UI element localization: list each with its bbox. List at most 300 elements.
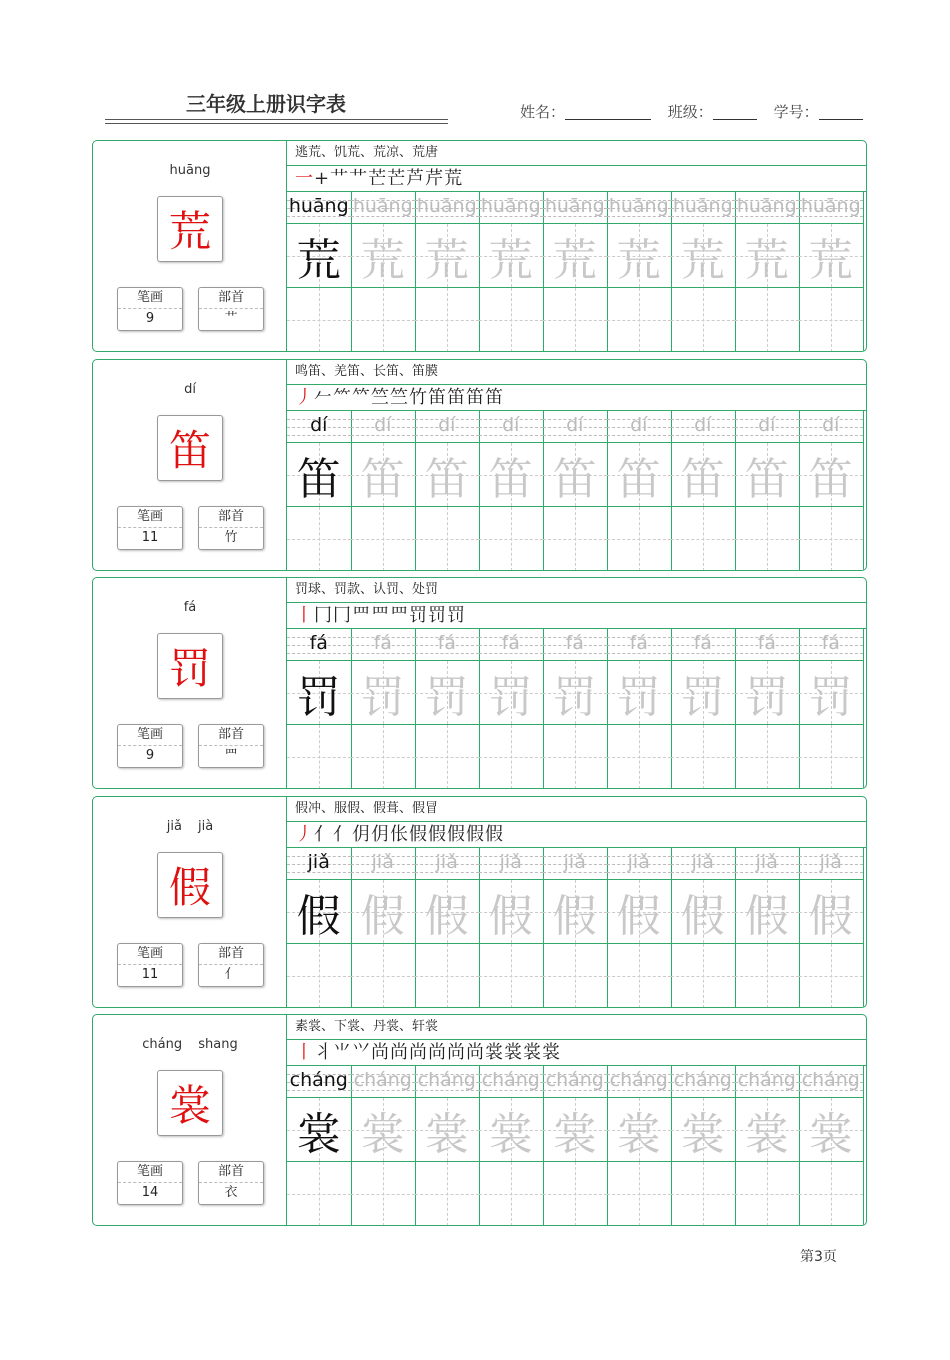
pinyin-cell[interactable] [799, 192, 863, 224]
stroke-step: 竹 [409, 387, 428, 408]
stroke-step: 尚 [390, 1042, 409, 1063]
blank-writing-cell[interactable] [287, 725, 351, 789]
stroke-step: 裳 [485, 1042, 504, 1063]
pinyin-cell[interactable] [607, 1066, 671, 1098]
tracing-cell[interactable] [479, 661, 543, 725]
tracing-character: 假 [296, 890, 341, 942]
blank-writing-cell[interactable] [479, 944, 543, 1008]
blank-writing-cell[interactable] [415, 725, 479, 789]
stroke-count-value: 9 [145, 748, 155, 763]
radical-box [198, 724, 264, 768]
grid-pinyin: dí [694, 414, 712, 436]
blank-writing-cell[interactable] [543, 288, 607, 352]
pinyin-cell[interactable] [799, 411, 863, 443]
grid-column [415, 1066, 480, 1226]
grid-pinyin: cháng [609, 1069, 668, 1091]
stroke-count-label: 笔画 [118, 507, 182, 528]
tracing-character: 假 [808, 890, 853, 942]
grid-pinyin: dí [438, 414, 456, 436]
blank-writing-cell[interactable] [735, 288, 799, 352]
example-words: 鸣笛、羌笛、长笛、笛膜 [287, 360, 867, 385]
tracing-cell[interactable] [415, 880, 479, 944]
tracing-cell[interactable] [735, 661, 799, 725]
tracing-cell[interactable] [479, 1098, 543, 1162]
blank-writing-cell[interactable] [351, 288, 415, 352]
tracing-cell[interactable] [351, 880, 415, 944]
grid-pinyin: jiǎ [371, 851, 394, 873]
tracing-character: 罚 [488, 671, 533, 723]
tracing-character: 荒 [616, 234, 661, 286]
tracing-cell[interactable] [735, 224, 799, 288]
radical-box [198, 943, 264, 987]
stroke-step: 𠂉 [314, 387, 333, 408]
blank-writing-cell[interactable] [735, 1162, 799, 1226]
tracing-cell[interactable] [287, 1098, 351, 1162]
blank-writing-cell[interactable] [415, 1162, 479, 1226]
stroke-step: 罚 [447, 605, 466, 626]
grid-column [735, 629, 800, 789]
blank-writing-cell[interactable] [799, 288, 863, 352]
stroke-order [287, 603, 867, 629]
tracing-cell[interactable] [479, 443, 543, 507]
pinyin-cell[interactable] [671, 629, 735, 661]
pinyin-cell[interactable] [671, 411, 735, 443]
stroke-step: 竺 [371, 387, 390, 408]
tracing-cell[interactable] [671, 443, 735, 507]
grid-column [671, 192, 736, 352]
pinyin-cell[interactable] [543, 848, 607, 880]
tracing-character: 假 [616, 890, 661, 942]
stroke-count-value: 11 [141, 530, 159, 545]
stroke-step: 罒 [352, 605, 371, 626]
grid-column [671, 1066, 736, 1226]
blank-writing-cell[interactable] [415, 288, 479, 352]
blank-writing-cell[interactable] [287, 288, 351, 352]
stroke-count-box [117, 724, 183, 768]
stroke-step: 假 [409, 824, 428, 845]
grid-pinyin: cháng [481, 1069, 540, 1091]
page-number: 第3页 [800, 1249, 837, 1265]
grid-pinyin: huāng [544, 195, 605, 217]
pinyin-cell[interactable] [671, 192, 735, 224]
tracing-character: 罚 [616, 671, 661, 723]
grid-column [607, 848, 672, 1008]
grid-column [671, 629, 736, 789]
tracing-cell[interactable] [543, 443, 607, 507]
stroke-step: 罚 [409, 605, 428, 626]
stroke-count-box [117, 287, 183, 331]
blank-writing-cell[interactable] [799, 507, 863, 571]
stroke-step: 芒 [368, 168, 388, 189]
blank-writing-cell[interactable] [735, 507, 799, 571]
blank-writing-cell[interactable] [287, 1162, 351, 1226]
radical-label: 部首 [199, 944, 263, 965]
grid-pinyin: jiǎ [627, 851, 650, 873]
stroke-step: 笛 [447, 387, 466, 408]
tracing-cell[interactable] [735, 880, 799, 944]
character-display: 荒 [157, 196, 223, 262]
pinyin-cell[interactable] [735, 1066, 799, 1098]
stroke-step: 罚 [428, 605, 447, 626]
tracing-cell[interactable] [415, 443, 479, 507]
grid-column [415, 192, 480, 352]
pinyin-cell[interactable] [351, 411, 415, 443]
pinyin-cell[interactable] [735, 629, 799, 661]
class-blank[interactable] [713, 103, 757, 120]
tracing-cell[interactable] [351, 661, 415, 725]
blank-writing-cell[interactable] [479, 725, 543, 789]
blank-writing-cell[interactable] [607, 507, 671, 571]
tracing-cell[interactable] [287, 661, 351, 725]
practice-area [287, 1015, 867, 1225]
stroke-step: 𥫗 [352, 387, 371, 408]
stroke-step: 芦 [406, 168, 426, 189]
character-pinyin: jiǎ jià [166, 819, 214, 834]
pinyin-cell[interactable] [799, 1066, 863, 1098]
stroke-step: 尚 [428, 1042, 447, 1063]
tracing-cell[interactable] [607, 661, 671, 725]
pinyin-cell[interactable] [607, 411, 671, 443]
pinyin-cell[interactable] [287, 192, 351, 224]
tracing-cell[interactable] [351, 1098, 415, 1162]
grid-column [287, 411, 352, 571]
blank-writing-cell[interactable] [607, 944, 671, 1008]
pinyin-cell[interactable] [415, 629, 479, 661]
title-rule-bottom [105, 123, 448, 124]
grid-column [351, 629, 416, 789]
tracing-cell[interactable] [671, 880, 735, 944]
example-words: 罚球、罚款、认罚、处罚 [287, 578, 867, 603]
stroke-step: 伥 [390, 824, 409, 845]
tracing-cell[interactable] [543, 224, 607, 288]
grid-column [415, 848, 480, 1008]
stroke-step: 冂 [314, 605, 333, 626]
character-info-panel [93, 360, 287, 570]
tracing-cell[interactable] [607, 443, 671, 507]
pinyin-cell[interactable] [287, 848, 351, 880]
pinyin-cell[interactable] [479, 848, 543, 880]
blank-writing-cell[interactable] [351, 725, 415, 789]
radical-label: 部首 [199, 507, 263, 528]
tracing-cell[interactable] [543, 880, 607, 944]
pinyin-cell[interactable] [351, 848, 415, 880]
grid-column [287, 1066, 352, 1226]
practice-area [287, 360, 867, 570]
pinyin-cell[interactable] [543, 411, 607, 443]
pinyin-cell[interactable] [671, 1066, 735, 1098]
tracing-cell[interactable] [671, 661, 735, 725]
grid-pinyin: jiǎ [691, 851, 714, 873]
pinyin-cell[interactable] [479, 192, 543, 224]
grid-column [799, 629, 864, 789]
stroke-count-label: 笔画 [118, 944, 182, 965]
pinyin-cell[interactable] [351, 629, 415, 661]
grid-column [607, 411, 672, 571]
blank-writing-cell[interactable] [671, 944, 735, 1008]
stroke-step: 丿 [295, 824, 314, 845]
tracing-cell[interactable] [607, 1098, 671, 1162]
stroke-step: 假 [485, 824, 504, 845]
tracing-character: 笛 [424, 453, 469, 505]
blank-writing-cell[interactable] [799, 944, 863, 1008]
id-blank[interactable] [819, 103, 863, 120]
writing-grid [287, 1066, 867, 1226]
tracing-character: 假 [552, 890, 597, 942]
pinyin-cell[interactable] [415, 848, 479, 880]
pinyin-cell[interactable] [735, 848, 799, 880]
grid-column [351, 848, 416, 1008]
grid-pinyin: dí [758, 414, 776, 436]
pinyin-cell[interactable] [671, 848, 735, 880]
grid-column [543, 848, 608, 1008]
character-pinyin: cháng shang [142, 1037, 238, 1052]
stroke-order [287, 822, 867, 848]
tracing-character: 笛 [744, 453, 789, 505]
stroke-step: 尚 [466, 1042, 485, 1063]
pinyin-cell[interactable] [607, 629, 671, 661]
name-label: 姓名： [520, 103, 566, 121]
stroke-step: 假 [447, 824, 466, 845]
radical-value: 竹 [224, 530, 238, 545]
student-info-fields [520, 101, 875, 122]
tracing-character: 笛 [680, 453, 725, 505]
character-card [92, 796, 867, 1008]
radical-value: 艹 [224, 311, 238, 326]
character-card [92, 140, 867, 352]
grid-column [735, 848, 800, 1008]
tracing-cell[interactable] [287, 224, 351, 288]
stroke-count-box [117, 1161, 183, 1205]
stroke-step: 芒 [387, 168, 407, 189]
blank-writing-cell[interactable] [351, 944, 415, 1008]
stroke-step: ⺍ [352, 1042, 371, 1063]
character-display: 罚 [157, 633, 223, 699]
tracing-character: 裳 [680, 1108, 725, 1160]
character-display: 笛 [157, 415, 223, 481]
pinyin-cell[interactable] [415, 192, 479, 224]
tracing-character: 假 [488, 890, 533, 942]
writing-grid [287, 411, 867, 571]
tracing-cell[interactable] [287, 880, 351, 944]
pinyin-cell[interactable] [287, 1066, 351, 1098]
tracing-cell[interactable] [415, 661, 479, 725]
character-display: 裳 [157, 1070, 223, 1136]
stroke-step: ⺮ [333, 387, 352, 408]
blank-writing-cell[interactable] [543, 725, 607, 789]
stroke-count-value: 9 [145, 311, 155, 326]
tracing-cell[interactable] [735, 1098, 799, 1162]
blank-writing-cell[interactable] [479, 288, 543, 352]
grid-column [543, 1066, 608, 1226]
tracing-character: 笛 [488, 453, 533, 505]
tracing-cell[interactable] [671, 224, 735, 288]
grid-pinyin: fá [821, 632, 840, 654]
tracing-cell[interactable] [799, 224, 863, 288]
tracing-cell[interactable] [799, 443, 863, 507]
blank-writing-cell[interactable] [479, 1162, 543, 1226]
tracing-character: 裳 [552, 1108, 597, 1160]
tracing-character: 罚 [744, 671, 789, 723]
blank-writing-cell[interactable] [799, 1162, 863, 1226]
tracing-cell[interactable] [479, 224, 543, 288]
blank-writing-cell[interactable] [415, 507, 479, 571]
tracing-cell[interactable] [671, 1098, 735, 1162]
grid-pinyin: huāng [288, 195, 349, 217]
tracing-character: 裳 [744, 1108, 789, 1160]
pinyin-cell[interactable] [799, 629, 863, 661]
blank-writing-cell[interactable] [607, 288, 671, 352]
example-words: 假冲、服假、假葺、假冒 [287, 797, 867, 822]
blank-writing-cell[interactable] [479, 507, 543, 571]
grid-pinyin: cháng [737, 1069, 796, 1091]
grid-pinyin: dí [502, 414, 520, 436]
pinyin-cell[interactable] [607, 848, 671, 880]
pinyin-cell[interactable] [479, 629, 543, 661]
grid-pinyin: fá [629, 632, 648, 654]
tracing-cell[interactable] [799, 661, 863, 725]
grid-pinyin: jiǎ [563, 851, 586, 873]
tracing-character: 荒 [808, 234, 853, 286]
stroke-step: 裳 [523, 1042, 542, 1063]
stroke-step: 竺 [390, 387, 409, 408]
pinyin-cell[interactable] [799, 848, 863, 880]
tracing-cell[interactable] [351, 224, 415, 288]
tracing-cell[interactable] [415, 1098, 479, 1162]
blank-writing-cell[interactable] [287, 507, 351, 571]
stroke-step: 芹 [425, 168, 445, 189]
grid-pinyin: jiǎ [307, 851, 330, 873]
stroke-step: 亻 [333, 824, 352, 845]
stroke-order [287, 385, 867, 411]
tracing-cell[interactable] [543, 661, 607, 725]
tracing-character: 荒 [680, 234, 725, 286]
blank-writing-cell[interactable] [671, 1162, 735, 1226]
grid-pinyin: huāng [608, 195, 669, 217]
pinyin-cell[interactable] [479, 1066, 543, 1098]
radical-value: 亻 [224, 967, 238, 982]
character-info-panel [93, 1015, 287, 1225]
pinyin-cell[interactable] [543, 192, 607, 224]
blank-writing-cell[interactable] [735, 944, 799, 1008]
grid-column [351, 1066, 416, 1226]
pinyin-cell[interactable] [607, 192, 671, 224]
stroke-step: 丨 [295, 605, 314, 626]
tracing-cell[interactable] [287, 443, 351, 507]
radical-box [198, 506, 264, 550]
blank-writing-cell[interactable] [671, 288, 735, 352]
grid-pinyin: dí [630, 414, 648, 436]
pinyin-cell[interactable] [479, 411, 543, 443]
grid-pinyin: cháng [417, 1069, 476, 1091]
tracing-cell[interactable] [799, 880, 863, 944]
stroke-step: 丿 [295, 387, 314, 408]
radical-box [198, 287, 264, 331]
tracing-cell[interactable] [735, 443, 799, 507]
character-pinyin: fá [183, 600, 197, 615]
blank-writing-cell[interactable] [735, 725, 799, 789]
pinyin-cell[interactable] [543, 629, 607, 661]
grid-pinyin: fá [565, 632, 584, 654]
tracing-cell[interactable] [799, 1098, 863, 1162]
blank-writing-cell[interactable] [671, 725, 735, 789]
pinyin-cell[interactable] [735, 411, 799, 443]
blank-writing-cell[interactable] [351, 1162, 415, 1226]
character-info-panel [93, 141, 287, 351]
tracing-cell[interactable] [351, 443, 415, 507]
blank-writing-cell[interactable] [543, 507, 607, 571]
tracing-character: 罚 [552, 671, 597, 723]
pinyin-cell[interactable] [351, 1066, 415, 1098]
tracing-character: 荒 [424, 234, 469, 286]
grid-pinyin: cháng [545, 1069, 604, 1091]
stroke-step: 冂 [333, 605, 352, 626]
grid-column [351, 192, 416, 352]
grid-pinyin: fá [437, 632, 456, 654]
blank-writing-cell[interactable] [607, 725, 671, 789]
tracing-character: 裳 [360, 1108, 405, 1160]
name-blank[interactable] [565, 103, 651, 120]
blank-writing-cell[interactable] [415, 944, 479, 1008]
pinyin-cell[interactable] [415, 1066, 479, 1098]
stroke-step: 罒 [371, 605, 390, 626]
pinyin-cell[interactable] [543, 1066, 607, 1098]
character-card [92, 359, 867, 571]
blank-writing-cell[interactable] [543, 944, 607, 1008]
grid-pinyin: huāng [736, 195, 797, 217]
blank-writing-cell[interactable] [799, 725, 863, 789]
tracing-cell[interactable] [607, 224, 671, 288]
grid-column [607, 192, 672, 352]
tracing-character: 罚 [360, 671, 405, 723]
tracing-character: 裳 [616, 1108, 661, 1160]
pinyin-cell[interactable] [415, 411, 479, 443]
tracing-cell[interactable] [607, 880, 671, 944]
grid-pinyin: huāng [672, 195, 733, 217]
tracing-character: 假 [744, 890, 789, 942]
stroke-count-label: 笔画 [118, 1162, 182, 1183]
pinyin-cell[interactable] [287, 629, 351, 661]
grid-pinyin: huāng [480, 195, 541, 217]
tracing-cell[interactable] [415, 224, 479, 288]
stroke-step: 假 [428, 824, 447, 845]
stroke-step: 艹 [349, 168, 369, 189]
blank-writing-cell[interactable] [543, 1162, 607, 1226]
stroke-step: 笛 [466, 387, 485, 408]
blank-writing-cell[interactable] [607, 1162, 671, 1226]
stroke-step: + [314, 168, 331, 189]
pinyin-cell[interactable] [735, 192, 799, 224]
blank-writing-cell[interactable] [287, 944, 351, 1008]
blank-writing-cell[interactable] [671, 507, 735, 571]
pinyin-cell[interactable] [287, 411, 351, 443]
grid-pinyin: huāng [352, 195, 413, 217]
stroke-count-label: 笔画 [118, 725, 182, 746]
grid-column [287, 848, 352, 1008]
tracing-cell[interactable] [543, 1098, 607, 1162]
grid-pinyin: dí [566, 414, 584, 436]
stroke-step: 假 [466, 824, 485, 845]
tracing-cell[interactable] [479, 880, 543, 944]
character-pinyin: dí [184, 382, 196, 397]
stroke-step: 亻 [314, 824, 333, 845]
radical-label: 部首 [199, 288, 263, 309]
grid-pinyin: fá [757, 632, 776, 654]
pinyin-cell[interactable] [351, 192, 415, 224]
blank-writing-cell[interactable] [351, 507, 415, 571]
radical-value: 衣 [224, 1185, 238, 1200]
grid-pinyin: cháng [353, 1069, 412, 1091]
stroke-step: 尚 [409, 1042, 428, 1063]
